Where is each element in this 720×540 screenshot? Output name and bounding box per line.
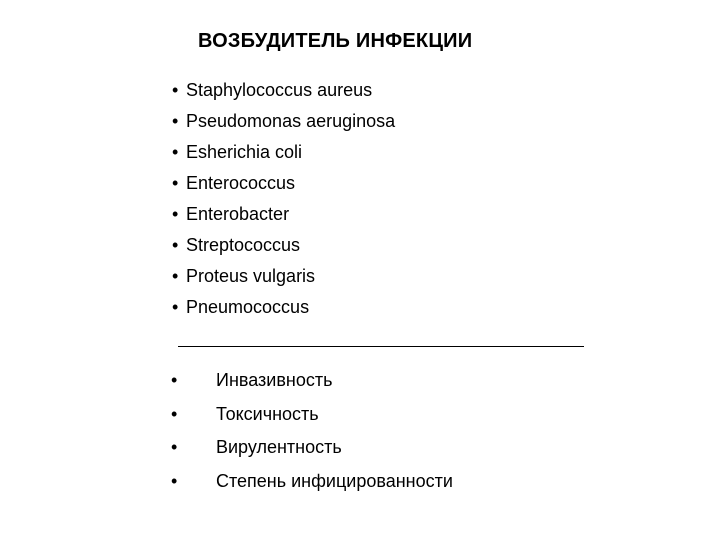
- list-item: [172, 203, 395, 234]
- list-item: [172, 79, 395, 110]
- pathogen-name: Enterobacter: [186, 204, 290, 224]
- factor-name: Вирулентность: [216, 437, 342, 457]
- pathogen-name: Pseudomonas aeruginosa: [186, 111, 396, 131]
- bullet: •: [172, 266, 179, 286]
- bullet: •: [172, 142, 179, 162]
- bullet: •: [172, 173, 179, 193]
- slide-title: ВОЗБУДИТЕЛЬ ИНФЕКЦИИ: [198, 30, 473, 52]
- pathogen-name: Enterococcus: [186, 173, 296, 193]
- list-item: [171, 436, 453, 470]
- list-item: [172, 141, 395, 172]
- factor-name: Степень инфицированности: [216, 470, 453, 491]
- bullet: •: [172, 297, 179, 317]
- bullet: •: [171, 370, 178, 390]
- pathogen-list: [172, 79, 395, 327]
- list-item: [172, 172, 395, 203]
- divider: [178, 346, 584, 347]
- list-item: [171, 470, 453, 504]
- list-item: [172, 296, 395, 327]
- pathogen-name: Streptococcus: [186, 235, 301, 255]
- bullet: •: [172, 111, 179, 131]
- list-item: [172, 110, 395, 141]
- bullet: •: [172, 80, 179, 100]
- bullet: •: [171, 470, 178, 491]
- list-item: [172, 234, 395, 265]
- list-item: [172, 265, 395, 296]
- list-item: [171, 403, 453, 437]
- bullet: •: [172, 204, 179, 224]
- bullet: •: [172, 235, 179, 255]
- factor-name: Инвазивность: [216, 370, 333, 390]
- pathogen-name: Staphylococcus aureus: [186, 80, 373, 100]
- pathogen-name: Pneumococcus: [186, 297, 310, 317]
- pathogen-name: Esherichia coli: [186, 142, 303, 162]
- bullet: •: [171, 403, 178, 424]
- bullet: •: [171, 437, 178, 457]
- factor-list: [171, 369, 453, 503]
- factor-name: Токсичность: [216, 403, 319, 424]
- pathogen-name: Proteus vulgaris: [186, 266, 316, 286]
- list-item: [171, 369, 453, 403]
